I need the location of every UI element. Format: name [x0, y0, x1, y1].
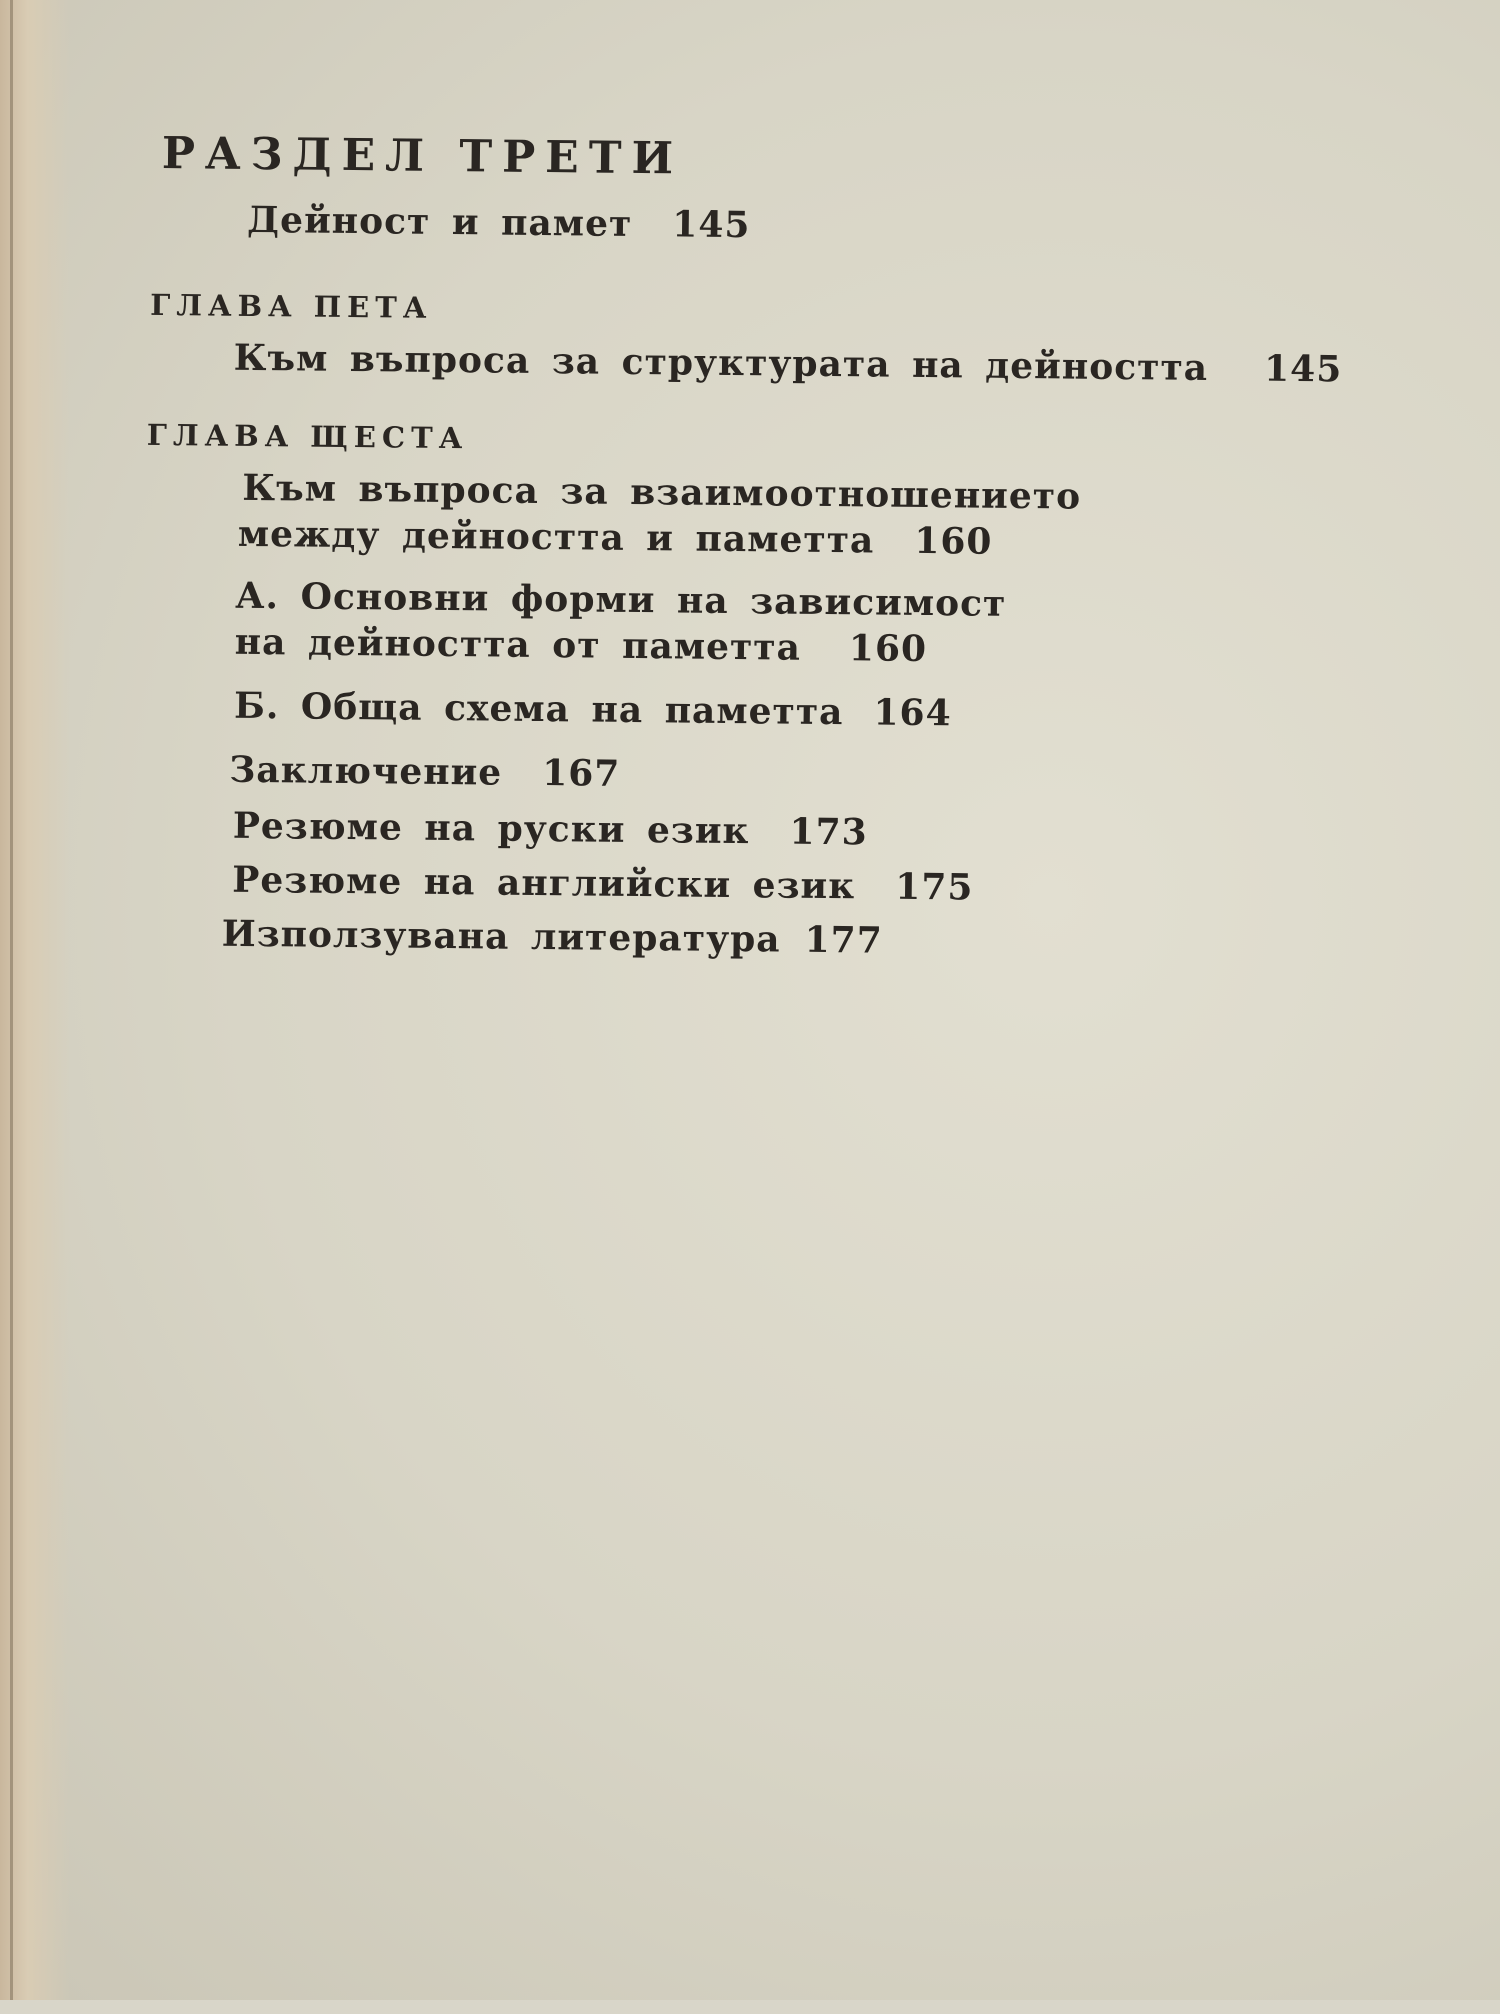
toc-entry-page: 145 — [672, 203, 751, 247]
toc-entry-page: 160 — [848, 627, 928, 671]
toc-entry-page: 167 — [541, 752, 621, 795]
toc-entry-page: 177 — [804, 918, 883, 962]
toc-entry-title: Към въпроса за взаимоотношението — [242, 466, 1082, 518]
toc-entry-section-b — [234, 685, 952, 735]
toc-entry-page: 175 — [895, 865, 974, 909]
toc-entry-title: Към въпроса за структурата на дейността — [233, 336, 1209, 389]
toc-entry-references — [221, 913, 883, 962]
toc-entry-title: между дейността и паметта — [237, 512, 875, 562]
toc-entry-title: Използувана литература — [221, 912, 781, 961]
chapter-heading-5: ГЛАВА ПЕТА — [150, 287, 433, 325]
toc-entry-title: Резюме на английски език — [232, 858, 856, 908]
toc-entry-title: Заключение — [229, 748, 503, 794]
toc-entry-title: Б. Обща схема на паметта — [233, 684, 844, 734]
toc-entry-summary-russian — [233, 805, 868, 854]
toc-entry-page: 164 — [873, 691, 952, 735]
toc-entry-title: Резюме на руски език — [232, 804, 750, 853]
toc-entry-page: 145 — [1263, 347, 1343, 391]
toc-entry-section-a-line2 — [235, 621, 928, 670]
toc-entry-title: на дейността от паметта — [234, 620, 802, 669]
toc-entry-title: А. Основни форми на зависимост — [235, 574, 1007, 625]
chapter-heading-6: ГЛАВА ЩЕСТА — [146, 417, 469, 456]
toc-entry-chapter6-line1 — [242, 467, 1081, 518]
toc-entry-chapter6-line2 — [238, 513, 993, 563]
toc-entry-part — [247, 199, 751, 246]
toc-entry-page: 173 — [789, 810, 868, 854]
toc-entry-title: Дейност и памет — [246, 198, 633, 245]
toc-entry-section-a-line1 — [235, 575, 1007, 625]
part-heading: РАЗДЕЛ ТРЕТИ — [161, 128, 684, 185]
toc-entry-page: 160 — [914, 519, 993, 563]
toc-entry-summary-english — [232, 859, 974, 909]
toc-entry-chapter5 — [234, 337, 1343, 391]
toc-entry-conclusion — [229, 749, 620, 795]
